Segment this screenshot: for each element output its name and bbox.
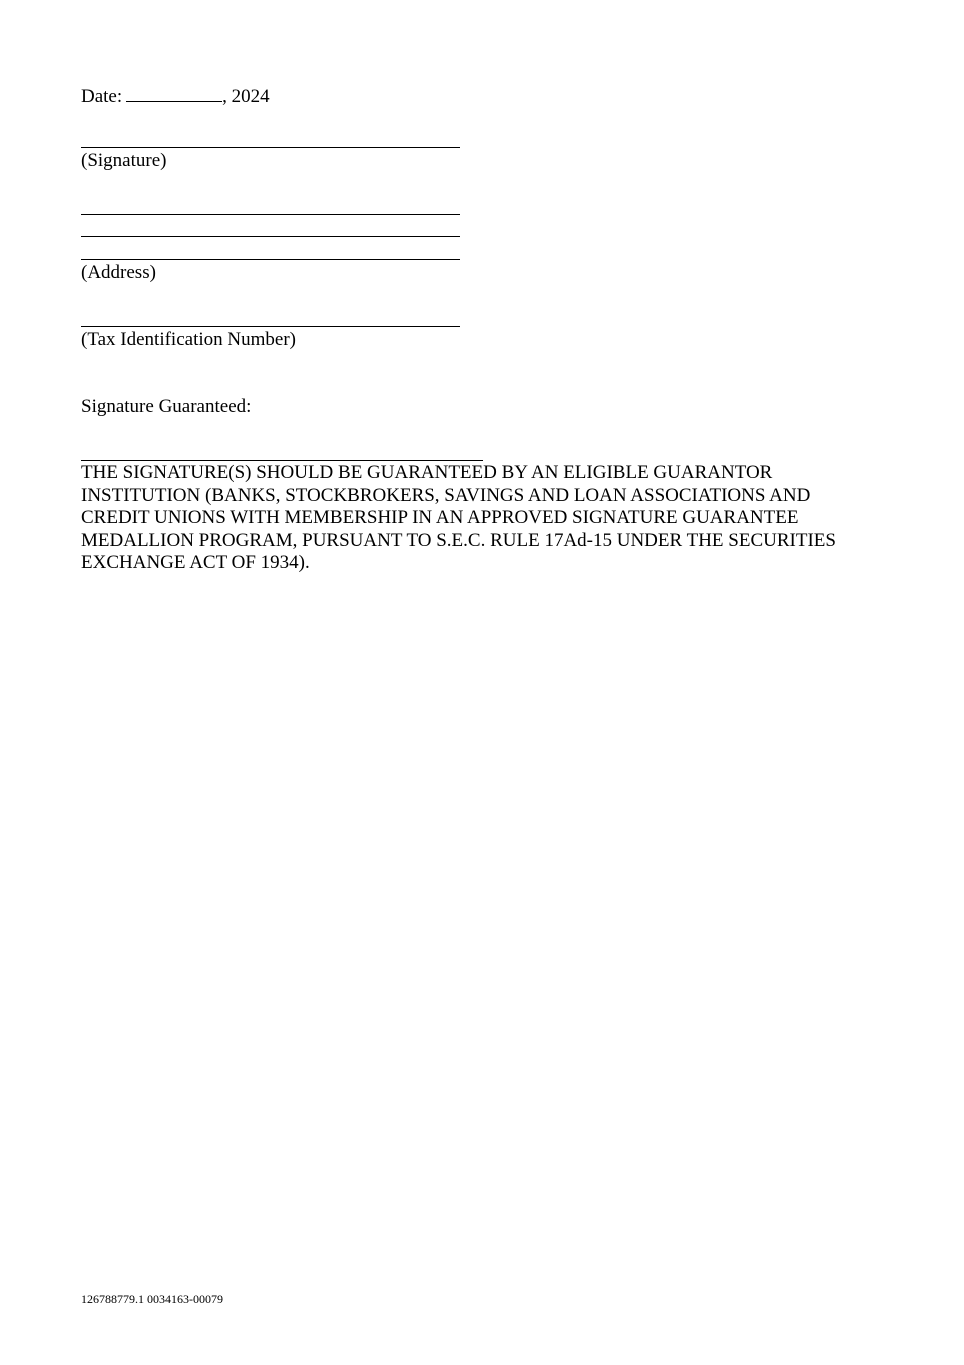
date-line xyxy=(81,84,270,109)
signature-caption: (Signature) xyxy=(81,150,167,171)
signature-line[interactable] xyxy=(81,147,460,148)
guarantor-signature-line[interactable] xyxy=(81,460,483,461)
notice-line-3: CREDIT UNIONS WITH MEMBERSHIP IN AN APPROVED SIGNATURE GUARANTEE xyxy=(81,507,799,528)
notice-line-5: EXCHANGE ACT OF 1934). xyxy=(81,552,310,573)
date-label: Date: xyxy=(81,86,123,107)
tax-id-caption: (Tax Identification Number) xyxy=(81,329,296,350)
address-caption: (Address) xyxy=(81,262,156,283)
date-year: , 2024 xyxy=(222,86,270,107)
signature-guaranteed-label: Signature Guaranteed: xyxy=(81,396,252,417)
document-id-footer: 126788779.1 0034163-00079 xyxy=(81,1292,223,1306)
address-line-2[interactable] xyxy=(81,236,460,237)
guarantee-notice xyxy=(81,462,881,575)
date-blank-field[interactable] xyxy=(126,84,222,102)
address-line-1[interactable] xyxy=(81,214,460,215)
notice-line-1: THE SIGNATURE(S) SHOULD BE GUARANTEED BY AN ELIGIBLE GUARANTOR xyxy=(81,462,773,483)
address-line-3[interactable] xyxy=(81,259,460,260)
notice-line-4: MEDALLION PROGRAM, PURSUANT TO S.E.C. RULE 17Ad-15 UNDER THE SECURITIES xyxy=(81,529,836,551)
tax-id-line[interactable] xyxy=(81,326,460,327)
notice-line-2: INSTITUTION (BANKS, STOCKBROKERS, SAVINGS AND LOAN ASSOCIATIONS AND xyxy=(81,484,811,506)
